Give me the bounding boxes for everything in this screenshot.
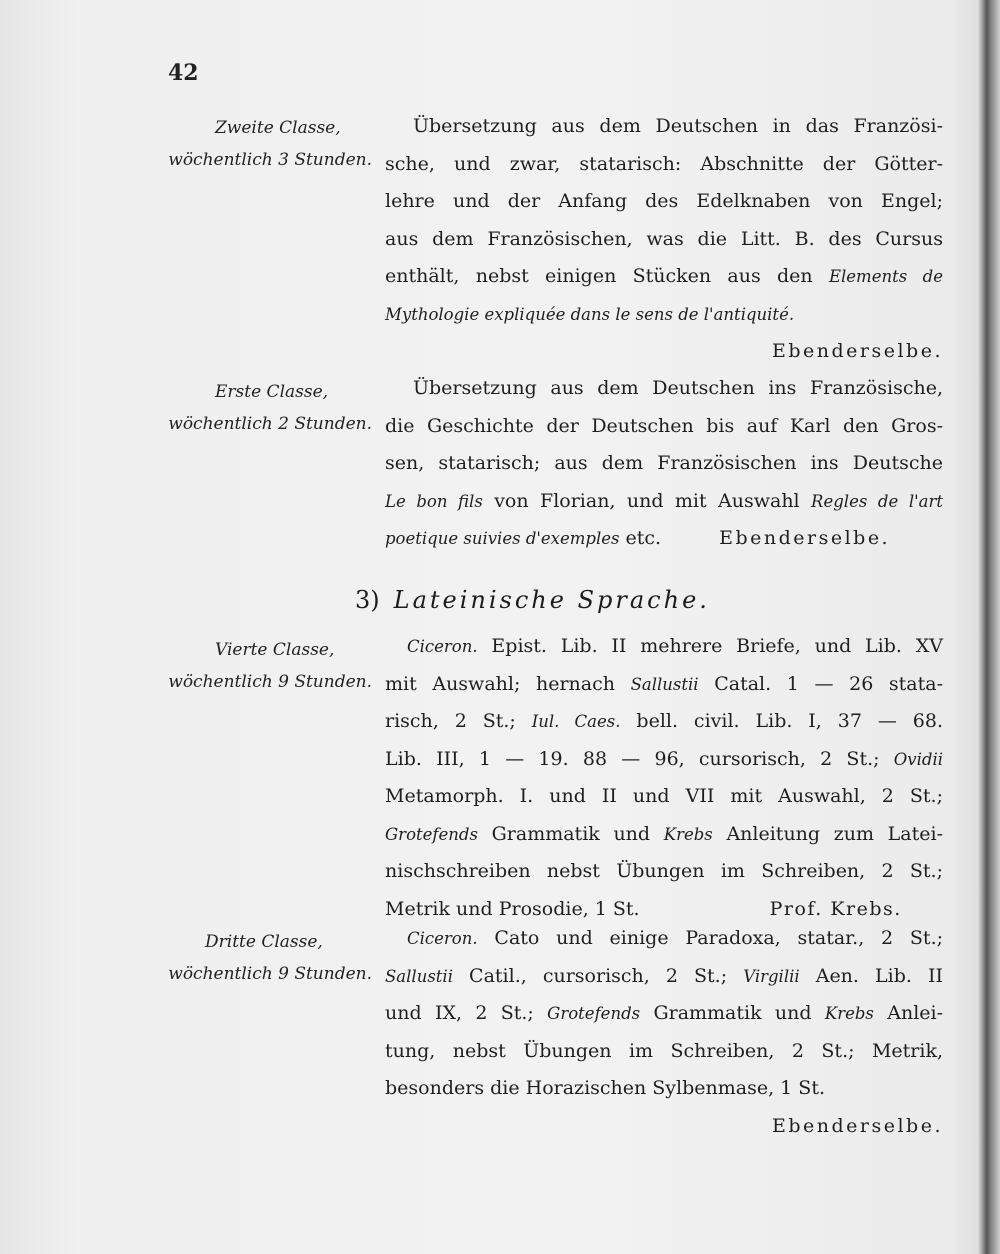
text-run: Lib. III, 1 — 19. 88 — 96, cursorisch, 2 St.; <box>385 747 880 770</box>
italic-author: Sallustii <box>385 966 453 986</box>
italic-author: Ciceron. <box>407 637 478 656</box>
text-line: aus dem Französischen, was die Litt. B. des Cursus <box>385 227 943 250</box>
italic-title: Mythologie expliquée dans le sens de l'antiquité. <box>385 304 795 324</box>
text-run: und IX, 2 St.; <box>385 1002 534 1024</box>
class-name: Erste Classe, <box>215 382 329 402</box>
text-line: Übersetzung aus dem Deutschen in das Französi- <box>413 115 943 137</box>
italic-author: Iul. Caes. <box>531 712 621 731</box>
text-run: von Florian, und mit Auswahl <box>494 489 800 512</box>
text-run: Cato und einige Paradoxa, statar., 2 St.; <box>494 927 944 949</box>
teacher-name: Ebenderselbe. <box>719 527 891 549</box>
text-line: sen, statarisch; aus dem Französischen ins Deutsche <box>385 452 943 474</box>
text-line <box>385 520 943 558</box>
text-run: Epist. Lib. II mehrere Briefe, und Lib. XV <box>491 635 943 657</box>
class-name: Vierte Classe, <box>215 640 335 660</box>
text-line: nischschreiben nebst Übungen im Schreiben, 2 St.; <box>385 860 943 882</box>
teacher-name: Ebenderselbe. <box>771 340 943 362</box>
text-line: tung, nebst Übungen im Schreiben, 2 St.; Metrik, <box>385 1039 943 1062</box>
paragraph-zweite-classe <box>385 108 943 371</box>
italic-author: Virgilii <box>743 966 800 986</box>
text-line: besonders die Horazischen Sylbenmase, 1 St. <box>385 1077 825 1099</box>
text-line <box>385 958 943 996</box>
text-line <box>385 483 943 521</box>
italic-author: Grotefends <box>385 824 478 844</box>
text-run: etc. <box>625 527 662 549</box>
text-line <box>385 741 943 779</box>
class-label-erste <box>160 376 372 440</box>
text-line <box>385 666 943 704</box>
text-line: die Geschichte der Deutschen bis auf Karl den Gros- <box>385 414 943 437</box>
class-hours: wöchentlich 9 Stunden. <box>168 964 372 984</box>
text-run: Anleitung zum Latei- <box>726 822 943 845</box>
section-title: Lateinische Sprache. <box>393 586 710 614</box>
teacher-name: Ebenderselbe. <box>771 1114 943 1137</box>
class-name: Zweite Classe, <box>215 118 341 138</box>
text-run: mit Auswahl; hernach <box>385 672 615 695</box>
italic-title: Elements de <box>828 267 944 286</box>
italic-title: Le bon fils <box>385 491 483 511</box>
text-line <box>385 995 943 1033</box>
text-run: Grammatik und <box>491 822 651 845</box>
italic-title: poetique suivies d'exemples <box>385 529 620 548</box>
text-run: Aen. Lib. II <box>815 964 943 987</box>
text-line <box>385 816 943 854</box>
section-number: 3) <box>355 586 380 614</box>
page-gutter-shadow <box>978 0 1000 1254</box>
text-line <box>385 296 943 334</box>
text-line: sche, und zwar, statarisch: Abschnitte der Götter- <box>385 152 943 175</box>
text-line: Metamorph. I. und II und VII mit Auswahl, 2 St.; <box>385 785 943 807</box>
text-line: lehre und der Anfang des Edelknaben von Engel; <box>385 190 943 212</box>
text-run: Catil., cursorisch, 2 St.; <box>469 964 728 987</box>
class-hours: wöchentlich 2 Stunden. <box>168 414 372 434</box>
text-run: Anlei- <box>887 1002 944 1024</box>
text-run: Metrik und Prosodie, 1 St. <box>385 897 640 920</box>
class-name: Dritte Classe, <box>205 932 323 952</box>
text-run: Catal. 1 — 26 stata- <box>714 672 943 695</box>
italic-author: Grotefends <box>547 1004 641 1023</box>
text-line <box>385 920 943 958</box>
italic-author: Ciceron. <box>407 929 478 948</box>
text-run: bell. civil. Lib. I, 37 — 68. <box>636 710 943 732</box>
text-line <box>385 258 943 296</box>
text-run: enthält, nebst einigen Stücken aus den <box>385 265 813 287</box>
italic-title: Regles de l'art <box>811 491 944 511</box>
text-run: risch, 2 St.; <box>385 710 516 732</box>
text-line <box>385 628 943 666</box>
page-number: 42 <box>168 60 199 86</box>
class-hours: wöchentlich 9 Stunden. <box>168 672 372 692</box>
class-label-dritte <box>150 926 372 990</box>
teacher-name: Prof. Krebs. <box>769 897 902 920</box>
text-line: Übersetzung aus dem Deutschen ins Französische, <box>413 377 943 399</box>
paragraph-erste-classe <box>385 370 943 558</box>
section-heading <box>355 586 710 614</box>
paragraph-dritte-classe <box>385 920 943 1145</box>
italic-author: Krebs <box>663 824 713 844</box>
italic-author: Krebs <box>824 1004 874 1023</box>
text-line <box>385 703 943 741</box>
text-run: Grammatik und <box>653 1002 812 1024</box>
class-label-vierte <box>150 634 372 698</box>
class-label-zweite <box>160 112 372 176</box>
italic-author: Sallustii <box>630 674 699 694</box>
italic-author: Ovidii <box>893 749 944 769</box>
paragraph-vierte-classe <box>385 628 943 928</box>
class-hours: wöchentlich 3 Stunden. <box>168 150 372 170</box>
